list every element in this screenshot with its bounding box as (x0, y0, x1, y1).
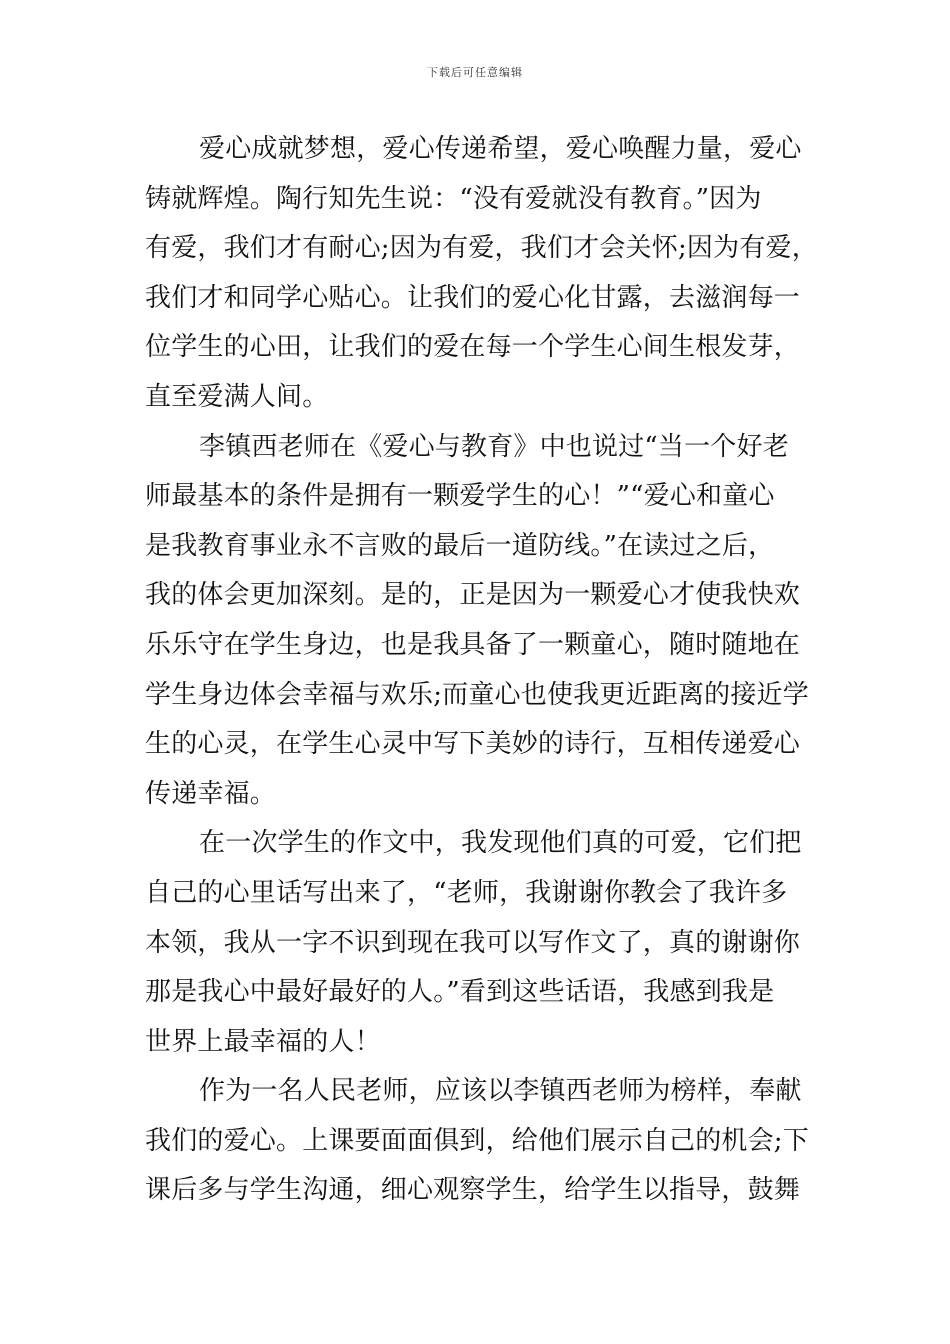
text-line: 作为一名人民老师，应该以李镇西老师为榜样，奉献 (199, 1076, 802, 1107)
text-line: 学生身边体会幸福与欢乐;而童心也使我更近距离的接近学 (145, 679, 809, 710)
paragraph-1 (145, 125, 825, 423)
text-line: 直至爱满人间。 (145, 381, 329, 412)
text-line: 李镇西老师在《爱心与教育》中也说过“当一个好老 (199, 431, 789, 462)
paragraph-3 (145, 819, 825, 1067)
paragraph-4 (145, 1067, 825, 1216)
paragraph-2 (145, 423, 825, 820)
text-line: 我们的爱心。上课要面面俱到，给他们展示自己的机会;下 (145, 1125, 809, 1156)
text-line: 世界上最幸福的人！ (145, 1026, 381, 1057)
text-line: 我们才和同学心贴心。让我们的爱心化甘露，去滋润每一 (145, 282, 801, 313)
text-line: 传递幸福。 (145, 778, 277, 809)
page-header: 下载后可任意编辑 (427, 66, 523, 79)
text-line: 我的体会更加深刻。是的，正是因为一颗爱心才使我快欢 (145, 580, 801, 611)
text-line: 是我教育事业永不言败的最后一道防线。”在读过之后， (145, 530, 775, 561)
text-line: 自己的心里话写出来了，“老师，我谢谢你教会了我许多 (145, 877, 788, 908)
text-line: 铸就辉煌。陶行知先生说：“没有爱就没有教育。”因为 (145, 183, 762, 214)
text-line: 那是我心中最好最好的人。”看到这些话语，我感到我是 (145, 977, 775, 1008)
document-body (145, 125, 825, 1216)
text-line: 本领，我从一字不识到现在我可以写作文了，真的谢谢你 (145, 927, 801, 958)
text-line: 爱心成就梦想，爱心传递希望，爱心唤醒力量，爱心 (199, 134, 802, 164)
text-line: 乐乐守在学生身边，也是我具备了一颗童心，随时随地在 (145, 629, 801, 660)
text-line: 师最基本的条件是拥有一颗爱学生的心！”“爱心和童心 (145, 481, 775, 512)
text-line: 在一次学生的作文中，我发现他们真的可爱，它们把 (199, 828, 802, 859)
text-line: 课后多与学生沟通，细心观察学生，给学生以指导，鼓舞 (145, 1175, 801, 1206)
text-line: 有爱，我们才有耐心;因为有爱，我们才会关怀;因为有爱， (145, 233, 818, 264)
text-line: 生的心灵，在学生心灵中写下美妙的诗行，互相传递爱心 (145, 729, 801, 760)
text-line: 位学生的心田，让我们的爱在每一个学生心间生根发芽， (145, 332, 801, 363)
